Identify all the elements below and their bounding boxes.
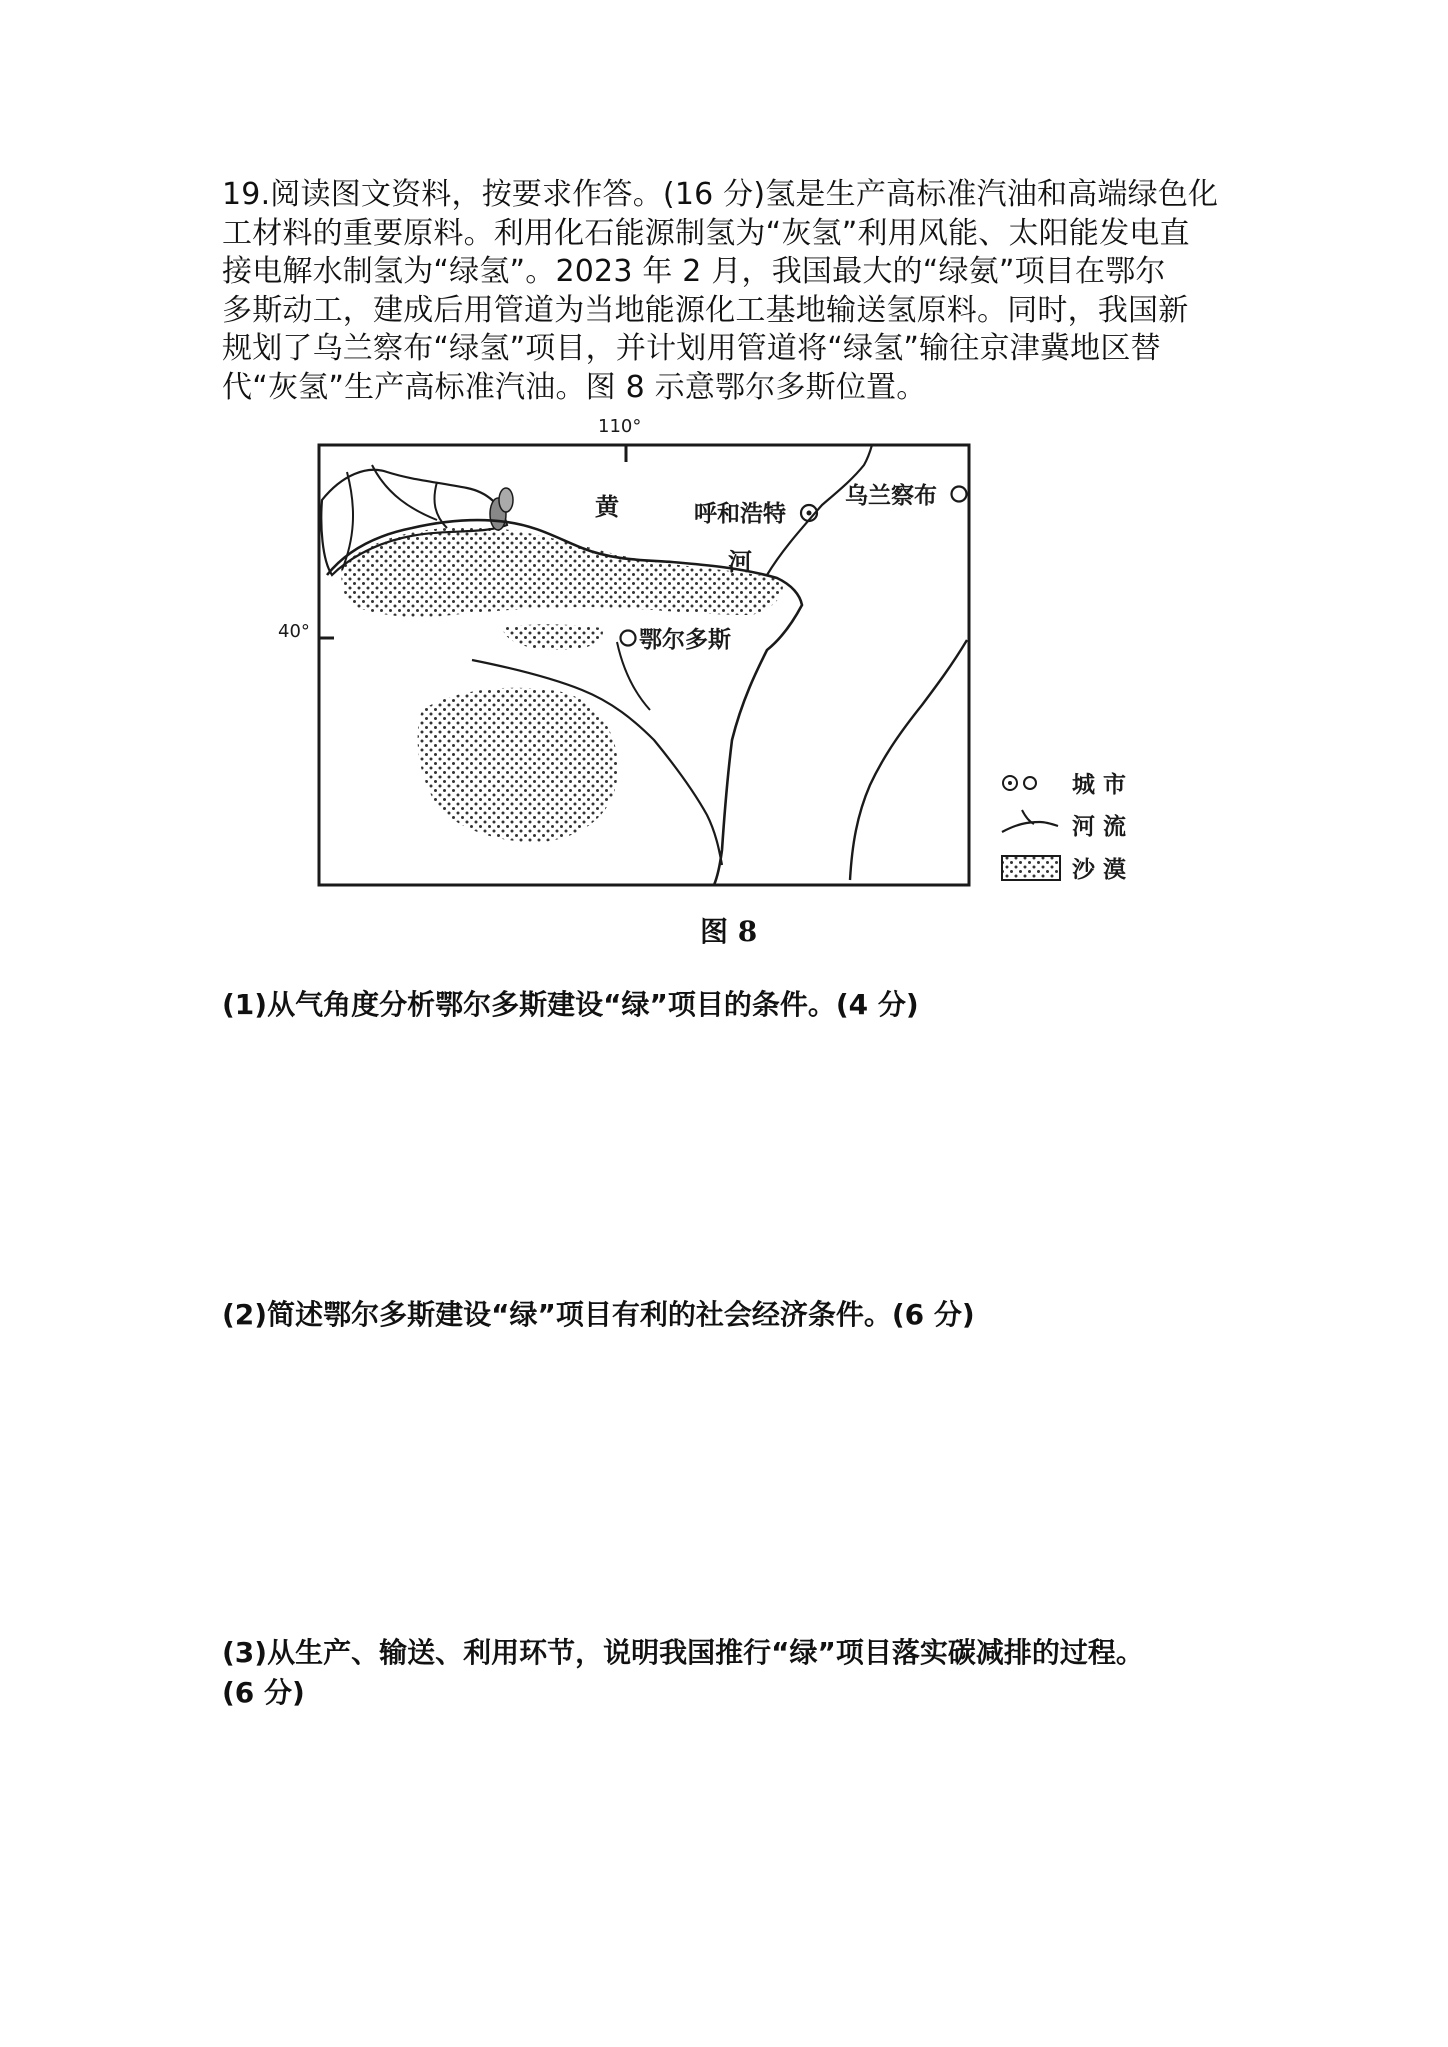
longitude-label: 110°	[598, 416, 642, 437]
latitude-label: 40°	[278, 621, 310, 642]
capital-marker-dot	[807, 511, 812, 516]
city-label: 鄂尔多斯	[639, 627, 731, 653]
subquestion-3-score: (6 分)	[222, 1676, 305, 1709]
city-marker	[621, 631, 636, 646]
subquestion-3-text: (3)从生产、输送、利用环节，说明我国推行“绿”项目落实碳减排的过程。	[222, 1636, 1144, 1669]
intro-line: 规划了乌兰察布“绿氢”项目，并计划用管道将“绿氢”输往京津冀地区替	[222, 331, 1161, 366]
intro-line: 接电解水制氢为“绿氢”。2023 年 2 月，我国最大的“绿氨”项目在鄂尔	[222, 254, 1166, 289]
subquestion-3	[222, 1633, 1252, 1713]
legend-river-icon	[1002, 822, 1058, 832]
intro-line: 多斯动工，建成后用管道为当地能源化工基地输送氢原料。同时，我国新	[222, 292, 1189, 328]
intro-line: 代“灰氢”生产高标准汽油。图 8 示意鄂尔多斯位置。	[222, 369, 927, 405]
legend-capital-icon-dot	[1008, 781, 1012, 785]
ordos-location-map	[262, 410, 1162, 950]
legend-desert-label: 沙 漠	[1072, 857, 1127, 883]
desert-small	[502, 624, 603, 650]
city-label: 乌兰察布	[845, 483, 937, 509]
lake	[499, 488, 513, 512]
intro-line: 工材料的重要原料。利用化石能源制氢为“灰氢”利用风能、太阳能发电直	[222, 215, 1190, 251]
city-hohhot	[694, 501, 817, 527]
legend-desert-icon	[1002, 856, 1060, 880]
city-marker	[952, 487, 967, 502]
city-ulanqab	[845, 482, 967, 509]
city-label: 呼和浩特	[694, 501, 786, 527]
river-label-huang: 黄	[595, 493, 619, 521]
question-intro	[222, 176, 1242, 407]
intro-line: 19.阅读图文资料，按要求作答。(16 分)氢是生产高标准汽油和高端绿色化	[222, 177, 1219, 212]
desert-mu-us	[418, 688, 618, 842]
subquestion-1: (1)从气角度分析鄂尔多斯建设“绿”项目的条件。(4 分)	[222, 988, 919, 1021]
answer-area-3[interactable]	[222, 1720, 1252, 2000]
eastern-river	[850, 640, 967, 880]
river-label-he: 河	[728, 548, 752, 576]
legend-river-label: 河 流	[1072, 814, 1127, 840]
subquestion-2: (2)简述鄂尔多斯建设“绿”项目有利的社会经济条件。(6 分)	[222, 1298, 975, 1331]
figure-caption: 图 8	[700, 915, 758, 948]
legend-city-icon	[1024, 777, 1036, 789]
city-ordos	[621, 626, 732, 653]
legend-city-label: 城 市	[1072, 772, 1127, 798]
answer-area-2[interactable]	[222, 1340, 1252, 1610]
answer-area-1[interactable]	[222, 1030, 1252, 1280]
tributary	[372, 465, 437, 520]
map-legend	[1002, 772, 1126, 883]
